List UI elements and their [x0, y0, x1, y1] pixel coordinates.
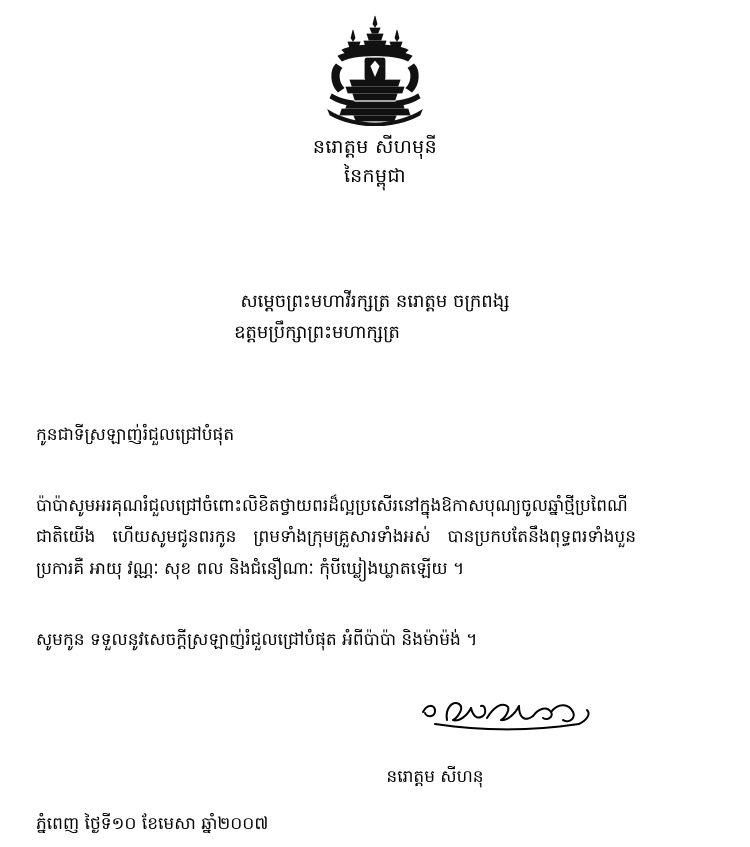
date-line: ភ្នំពេញ ថ្ងៃទី១០ ខែមេសា ឆ្នាំ២០០៧ — [36, 814, 269, 834]
handwritten-signature — [415, 690, 615, 750]
signer-name: នរោត្តម សីហនុ — [386, 767, 484, 787]
kingdom-heading — [0, 133, 750, 192]
royal-title-block — [0, 287, 750, 348]
kingdom-heading-line-1: នរោត្តម សីហមុនី — [312, 136, 438, 158]
letter-body — [36, 424, 726, 657]
signature-icon — [415, 690, 615, 750]
royal-title-line-1: សម្តេចព្រះមហាវីរក្សត្រ នរោត្តម ចក្រពង្ស — [240, 291, 510, 312]
royal-emblem-icon — [320, 14, 430, 126]
emblem-container — [0, 14, 750, 126]
body-paragraph-1: ប៉ាប៉ាសូមអរគុណរំជួលជ្រៅចំពោះលិខិតថ្វាយពរដ៏ល្អប្រសើរនៅក្នុងឱកាសបុណ្យចូលឆ្នាំថ្មីប្រពៃណីជាតិយើង ហើយសូមជូនពរកូន ព្រមទាំងក្រុមគ្រួសារទាំងអស់ បានប្រកបតែនឹងពុទ្ធពរទាំងបួនប្រការគឺ អាយុ វណ្ណៈ សុខ ពល និងជំនឿណាៈ កុំបីឃ្លៀងឃ្លាតឡើយ ។ — [36, 496, 636, 579]
royal-title-line-2: ឧត្តមប្រឹក្សាព្រះមហាក្សត្រ — [234, 321, 400, 343]
salutation: កូនជាទីស្រឡាញ់រំជួលជ្រៅបំផុត — [36, 425, 235, 445]
body-paragraph-2: សូមកូន ទទួលនូវសេចក្តីស្រឡាញ់រំជួលជ្រៅបំផុត អំពីប៉ាប៉ា និងម៉ាម៉ង់ ។ — [36, 630, 478, 651]
kingdom-heading-line-2: នៃកម្ពុជា — [344, 165, 406, 188]
